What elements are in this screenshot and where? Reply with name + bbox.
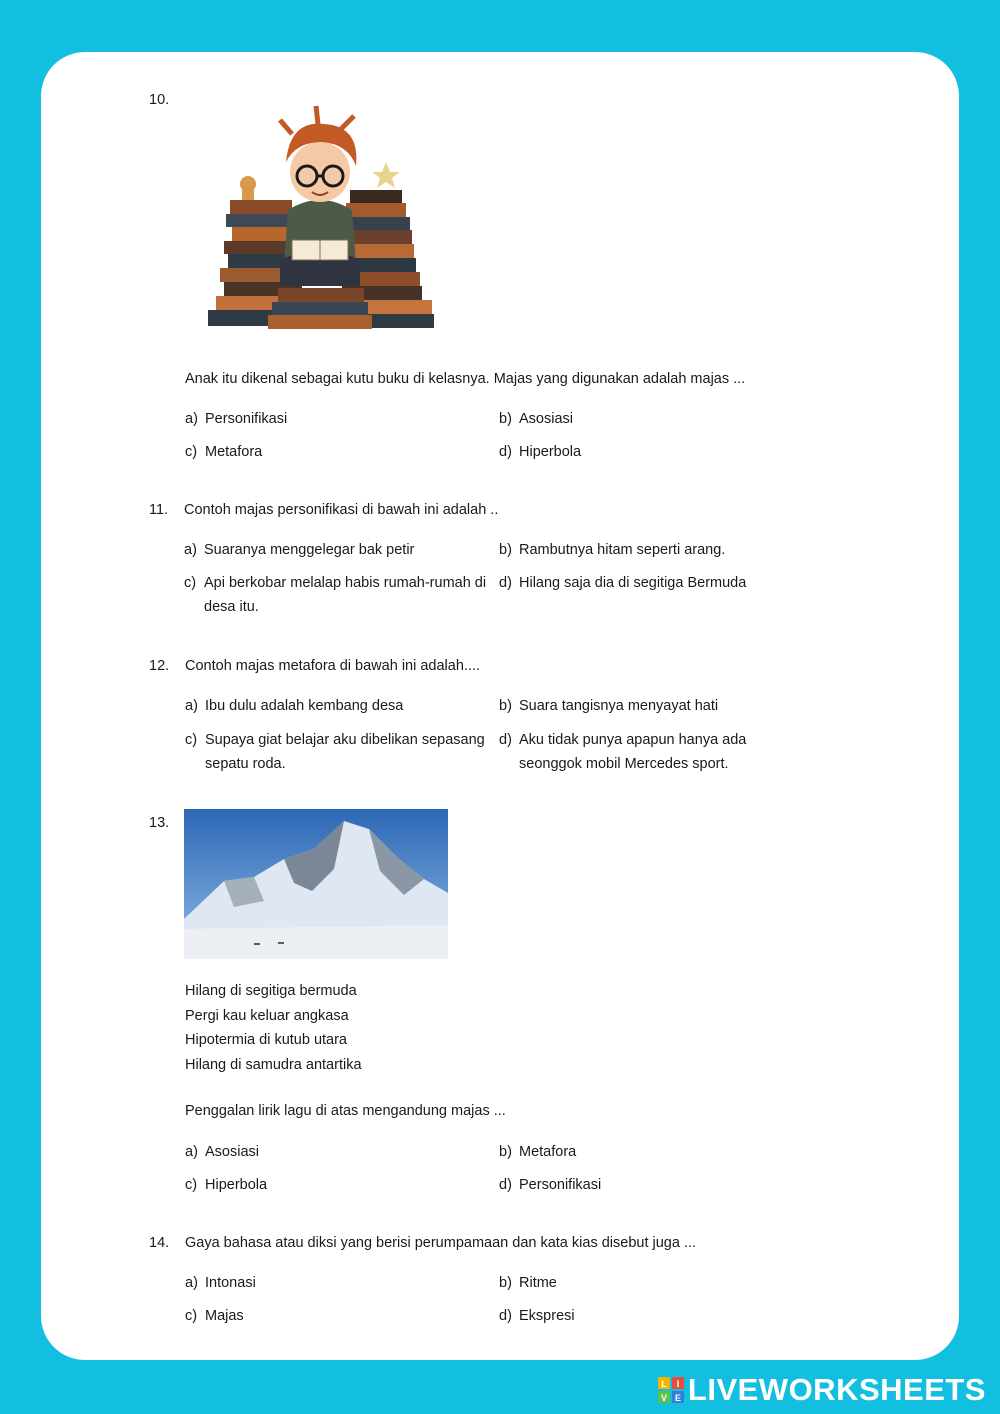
option-letter: b) (499, 542, 512, 558)
option-text: Suara tangisnya menyayat hati (519, 698, 719, 714)
question-13-option-a[interactable] (185, 1140, 259, 1164)
snowy-mountain-photo (184, 809, 448, 959)
logo-letter: V (660, 1393, 667, 1403)
option-letter: c) (184, 575, 197, 591)
question-10-option-b[interactable] (499, 407, 573, 431)
lyric-line: Pergi kau keluar angkasa (185, 1007, 349, 1024)
lyric-line: Hipotermia di kutub utara (185, 1032, 347, 1048)
question-14-option-b[interactable] (499, 1271, 557, 1295)
question-12-option-d[interactable] (499, 728, 769, 776)
option-text: Suaranya menggelegar bak petir (204, 542, 415, 558)
question-11-prompt: Contoh majas personifikasi di bawah ini adalah .. (184, 502, 499, 518)
option-text: Personifikasi (519, 1177, 602, 1193)
option-letter: d) (499, 444, 512, 460)
question-14-number: 14. (149, 1235, 170, 1251)
lyric-line: Hilang di samudra antartika (185, 1056, 362, 1073)
option-letter: d) (499, 1308, 512, 1324)
question-11-number: 11. (149, 502, 169, 518)
option-letter: a) (185, 1144, 198, 1160)
question-14-option-a[interactable] (185, 1271, 256, 1295)
option-text: Ritme (519, 1275, 557, 1291)
option-text: Supaya giat belajar aku dibelikan sepasang sepatu roda. (205, 732, 485, 772)
question-13-prompt: Penggalan lirik lagu di atas mengandung majas ... (185, 1103, 506, 1119)
logo-letter: I (676, 1379, 680, 1389)
question-10-option-c[interactable] (185, 440, 262, 464)
option-letter: b) (499, 1144, 512, 1160)
option-text: Asosiasi (205, 1144, 259, 1160)
question-12-option-a[interactable] (185, 694, 403, 718)
option-letter: a) (184, 542, 197, 558)
option-text: Hilang saja dia di segitiga Bermuda (519, 575, 747, 591)
option-letter: a) (185, 698, 198, 714)
brand-name: LIVEWORKSHEETS (687, 1372, 986, 1407)
option-text: Api berkobar melalap habis rumah-rumah di desa itu. (204, 575, 487, 615)
option-text: Aku tidak punya apapun hanya ada seonggok mobil Mercedes sport. (519, 732, 747, 772)
question-11-option-b[interactable] (499, 538, 725, 562)
option-text: Hiperbola (205, 1177, 268, 1193)
logo-letter: E (674, 1393, 681, 1403)
question-14-option-d[interactable] (499, 1304, 575, 1328)
question-10-number: 10. (149, 92, 170, 108)
option-letter: d) (499, 1177, 512, 1193)
question-13-number: 13. (149, 815, 170, 831)
question-11-option-d[interactable] (499, 571, 746, 595)
option-text: Metafora (519, 1144, 577, 1160)
option-letter: b) (499, 698, 512, 714)
question-13-lyrics (185, 979, 362, 1077)
option-letter: a) (185, 411, 198, 427)
option-text: Ekspresi (519, 1308, 575, 1324)
question-11-option-c[interactable] (184, 571, 504, 619)
option-text: Hiperbola (519, 444, 582, 460)
question-14-option-c[interactable] (185, 1304, 244, 1328)
option-letter: c) (185, 444, 198, 460)
logo-letter: L (661, 1379, 667, 1389)
option-text: Intonasi (205, 1275, 256, 1291)
question-10-option-a[interactable] (185, 407, 287, 431)
boy-reading-books-illustration (200, 90, 440, 345)
question-10-option-d[interactable] (499, 440, 581, 464)
option-letter: c) (185, 1177, 198, 1193)
question-11-option-a[interactable] (184, 538, 414, 562)
option-letter: c) (185, 1308, 198, 1324)
lyric-line: Hilang di segitiga bermuda (185, 983, 357, 999)
option-letter: d) (499, 732, 512, 748)
question-13-option-b[interactable] (499, 1140, 576, 1164)
liveworksheets-logo-icon (658, 1377, 684, 1403)
option-text: Metafora (205, 444, 263, 460)
option-letter: b) (499, 411, 512, 427)
question-12-option-b[interactable] (499, 694, 718, 718)
option-letter: b) (499, 1275, 512, 1291)
option-text: Rambutnya hitam seperti arang. (519, 542, 726, 558)
question-13-option-d[interactable] (499, 1173, 601, 1197)
question-12-prompt: Contoh majas metafora di bawah ini adalah.... (185, 658, 481, 674)
option-letter: c) (185, 732, 198, 748)
option-text: Asosiasi (519, 411, 573, 427)
option-letter: d) (499, 575, 512, 591)
question-10-prompt: Anak itu dikenal sebagai kutu buku di kelasnya. Majas yang digunakan adalah majas ... (185, 371, 746, 387)
option-text: Ibu dulu adalah kembang desa (205, 698, 404, 714)
liveworksheets-brand (658, 1372, 986, 1408)
option-text: Personifikasi (205, 411, 288, 427)
question-13-option-c[interactable] (185, 1173, 267, 1197)
question-14-prompt: Gaya bahasa atau diksi yang berisi perumpamaan dan kata kias disebut juga ... (185, 1235, 697, 1251)
question-12-option-c[interactable] (185, 728, 505, 776)
option-letter: a) (185, 1275, 198, 1291)
question-12-number: 12. (149, 658, 170, 674)
option-text: Majas (205, 1308, 244, 1324)
